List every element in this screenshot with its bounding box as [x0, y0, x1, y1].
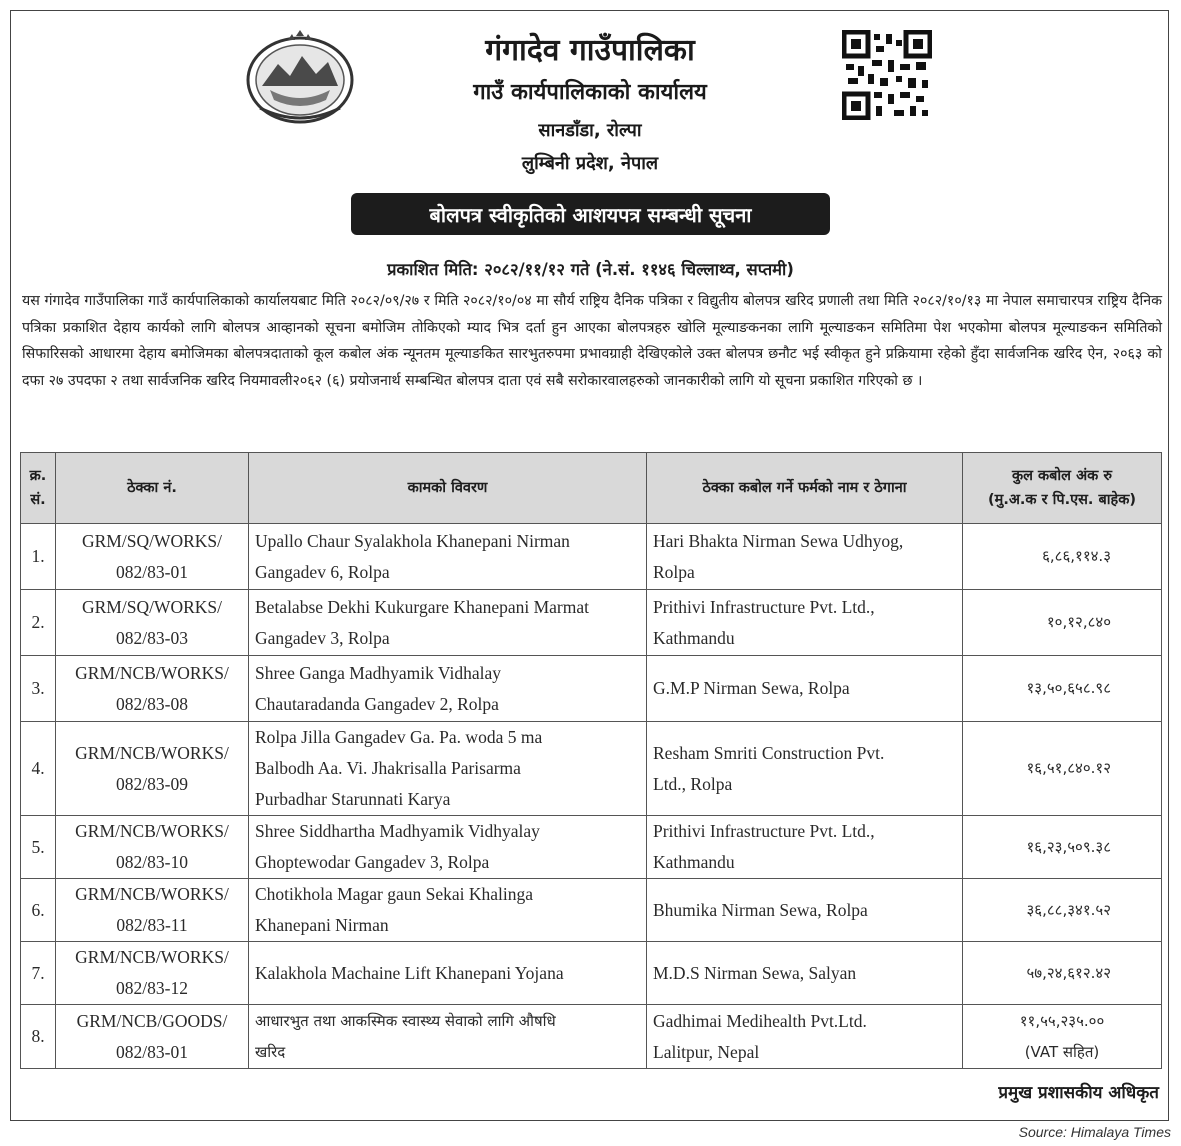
table-row: [21, 1005, 1162, 1069]
table-row: [21, 656, 1162, 722]
desc-line1: आधारभुत तथा आकस्मिक स्वास्थ्य सेवाको लागि औषधि: [255, 1011, 556, 1030]
header-firm: ठेक्का कबोल गर्ने फर्मको नाम र ठेगाना: [647, 453, 963, 524]
row-contract-no: [56, 816, 249, 879]
desc-line2: Balbodh Aa. Vi. Jhakrisalla Parisarma: [255, 758, 521, 778]
office-name: गाउँ कार्यपालिकाको कार्यालय: [473, 80, 707, 105]
row-description: [249, 590, 647, 656]
table-row: [21, 816, 1162, 879]
desc-line1: Kalakhola Machaine Lift Khanepani Yojana: [255, 962, 564, 983]
row-description: [249, 722, 647, 816]
row-amount: ३६,८८,३४१.५२: [963, 879, 1162, 942]
notice-body: यस गंगादेव गाउँपालिका गाउँ कार्यपालिकाको कार्यालयबाट मिति २०८२/०९/२७ र मिति २०८२/१०/०४ मा सौर्य राष्ट्रिय दैनिक पत्रिका र विद्युतीय बोलपत्र खरिद प्रणाली तथा मिति २०८२/१०/१३ मा नेपाल समाचारपत्र राष्ट्रिय दैनिक पत्रिका प्रकाशित देहाय कार्यको लागि बोलपत्र आव्हानको सूचना बमोजिम तोकिएको म्याद भित्र दर्ता हुन आएका बोलपत्रहरु खोलि मूल्याङकनका लागि मूल्याङकन समितिमा पेश भएकोमा बोलपत्र मूल्याङकन समितिको सिफारिसको आधारमा देहाय बमोजिमका बोलपत्रदाताको कूल कबोल अंक न्यूनतम मूल्याङकित सारभुतरुपमा प्रभावग्राही देखिएकोले उक्त बोलपत्र छनौट भई स्वीकृत हुने प्रक्रियामा रहेको हुँदा सार्वजनिक खरिद ऐन, २०६३ को दफा २७ उपदफा २ तथा सार्वजनिक खरिद नियमावली२०६२ (६) प्रयोजनार्थ सम्बन्धित बोलपत्र दाता एवं सबै सरोकारवालहरुको जानकारीको लागि यो सूचना प्रकाशित गरिएको छ ।: [22, 293, 1163, 389]
row-sn: 4.: [21, 722, 56, 816]
row-description: [249, 816, 647, 879]
row-contract-no: [56, 879, 249, 942]
firm-line1: M.D.S Nirman Sewa, Salyan: [653, 962, 857, 983]
row-contract-no: [56, 656, 249, 722]
row-amount: १३,५०,६५८.९८: [963, 656, 1162, 722]
row-contract-no: [56, 524, 249, 590]
row-amount: १०,१२,८४०: [963, 590, 1162, 656]
amount-value: ११,५५,२३५.००: [1019, 1011, 1105, 1030]
desc-line2: Khanepani Nirman: [255, 915, 389, 935]
office-address: सानडाँडा, रोल्पा: [538, 120, 642, 141]
contract-no-line1: GRM/NCB/WORKS/: [75, 884, 229, 904]
firm-line1: G.M.P Nirman Sewa, Rolpa: [653, 678, 850, 698]
row-amount: १६,५१,८४०.१२: [963, 722, 1162, 816]
row-contract-no: [56, 942, 249, 1005]
row-sn: 3.: [21, 656, 56, 722]
contract-no-line2: 082/83-09: [116, 773, 188, 794]
notice-title: बोलपत्र स्वीकृतिको आशयपत्र सम्बन्धी सूचना: [351, 193, 830, 235]
desc-line3: Purbadhar Starunnati Karya: [255, 789, 451, 809]
row-description: [249, 879, 647, 942]
header-sn: क्र. सं.: [21, 453, 56, 524]
firm-line1: Prithivi Infrastructure Pvt. Ltd.,: [653, 821, 875, 841]
row-firm: [647, 1005, 963, 1069]
contract-no-line1: GRM/NCB/WORKS/: [75, 947, 229, 967]
contract-no-line1: GRM/NCB/WORKS/: [75, 821, 229, 841]
row-sn: 2.: [21, 590, 56, 656]
desc-line1: Betalabse Dekhi Kukurgare Khanepani Marmat: [255, 596, 590, 617]
contract-no-line2: 082/83-01: [116, 1041, 188, 1062]
desc-line2: खरिद: [255, 1042, 286, 1061]
header-description: कामको विवरण: [249, 453, 647, 524]
nepal-emblem-icon: [240, 28, 360, 128]
source-credit: Source: Himalaya Times: [1018, 1124, 1171, 1140]
contract-no-line2: 082/83-03: [116, 627, 188, 648]
province-name: लुम्बिनी प्रदेश, नेपाल: [521, 153, 659, 174]
table-row: [21, 879, 1162, 942]
signoff: प्रमुख प्रशासकीय अधिकृत: [998, 1083, 1159, 1103]
row-amount: ६,८६,११४.३: [963, 524, 1162, 590]
firm-line2: Kathmandu: [653, 852, 735, 872]
contract-no-line1: GRM/NCB/GOODS/: [76, 1010, 228, 1031]
firm-line1: Hari Bhakta Nirman Sewa Udhyog,: [653, 530, 904, 551]
table-row: [21, 524, 1162, 590]
firm-line2: Ltd., Rolpa: [653, 773, 733, 794]
contract-no-line2: 082/83-08: [116, 693, 188, 714]
table-header-row: [21, 453, 1162, 524]
table-row: [21, 942, 1162, 1005]
desc-line1: Upallo Chaur Syalakhola Khanepani Nirman: [255, 530, 570, 551]
row-firm: [647, 590, 963, 656]
row-description: [249, 1005, 647, 1069]
row-contract-no: [56, 1005, 249, 1069]
contract-no-line2: 082/83-01: [116, 561, 188, 582]
firm-line2: Kathmandu: [653, 627, 735, 648]
firm-line1: Gadhimai Medihealth Pvt.Ltd.: [653, 1010, 867, 1031]
row-firm: [647, 942, 963, 1005]
desc-line2: Gangadev 6, Rolpa: [255, 561, 390, 582]
row-firm: [647, 722, 963, 816]
table-row: [21, 722, 1162, 816]
row-contract-no: [56, 722, 249, 816]
table-row: [21, 590, 1162, 656]
desc-line2: Gangadev 3, Rolpa: [255, 627, 390, 648]
row-sn: 1.: [21, 524, 56, 590]
row-description: [249, 942, 647, 1005]
row-amount: ५७,२४,६१२.४२: [963, 942, 1162, 1005]
contract-no-line1: GRM/NCB/WORKS/: [75, 742, 229, 763]
contract-no-line1: GRM/SQ/WORKS/: [81, 596, 223, 617]
desc-line1: Rolpa Jilla Gangadev Ga. Pa. woda 5 ma: [255, 727, 543, 747]
desc-line2: Chautaradanda Gangadev 2, Rolpa: [255, 693, 499, 714]
desc-line2: Ghoptewodar Gangadev 3, Rolpa: [255, 852, 490, 872]
contract-no-line2: 082/83-12: [116, 978, 188, 998]
row-sn: 8.: [21, 1005, 56, 1069]
row-firm: [647, 656, 963, 722]
contract-no-line1: GRM/NCB/WORKS/: [75, 662, 229, 683]
row-contract-no: [56, 590, 249, 656]
row-firm: [647, 879, 963, 942]
amount-note: (VAT सहित): [1024, 1042, 1100, 1061]
desc-line1: Shree Ganga Madhyamik Vidhalay: [255, 662, 501, 683]
row-description: [249, 656, 647, 722]
firm-line1: Prithivi Infrastructure Pvt. Ltd.,: [653, 596, 875, 617]
firm-line2: Rolpa: [653, 561, 695, 582]
qr-code-icon[interactable]: [842, 30, 932, 120]
firm-line1: Resham Smriti Construction Pvt.: [653, 742, 885, 763]
desc-line1: Chotikhola Magar gaun Sekai Khalinga: [255, 884, 533, 904]
desc-line1: Shree Siddhartha Madhyamik Vidhyalay: [255, 821, 540, 841]
published-date: प्रकाशित मिति: २०८२/११/१२ गते (ने.सं. ११४६ चिल्लाथ्व, सप्तमी): [387, 260, 794, 279]
row-sn: 6.: [21, 879, 56, 942]
row-firm: [647, 816, 963, 879]
header-amount-note: (मु.अ.क र पि.एस. बाहेक): [988, 492, 1136, 508]
row-description: [249, 524, 647, 590]
header-amount: [963, 453, 1162, 524]
contract-no-line2: 082/83-11: [116, 915, 188, 935]
row-sn: 5.: [21, 816, 56, 879]
row-amount: [963, 1005, 1162, 1069]
row-firm: [647, 524, 963, 590]
org-name: गंगादेव गाउँपालिका: [485, 33, 695, 68]
row-sn: 7.: [21, 942, 56, 1005]
firm-line1: Bhumika Nirman Sewa, Rolpa: [653, 899, 868, 920]
header-amount-label: कुल कबोल अंक रु: [1012, 468, 1112, 484]
row-amount: १६,२३,५०९.३८: [963, 816, 1162, 879]
firm-line2: Lalitpur, Nepal: [653, 1041, 760, 1062]
bid-table: [20, 452, 1162, 1069]
contract-no-line1: GRM/SQ/WORKS/: [81, 530, 223, 551]
contract-no-line2: 082/83-10: [116, 852, 188, 872]
header-contract-no: ठेक्का नं.: [56, 453, 249, 524]
